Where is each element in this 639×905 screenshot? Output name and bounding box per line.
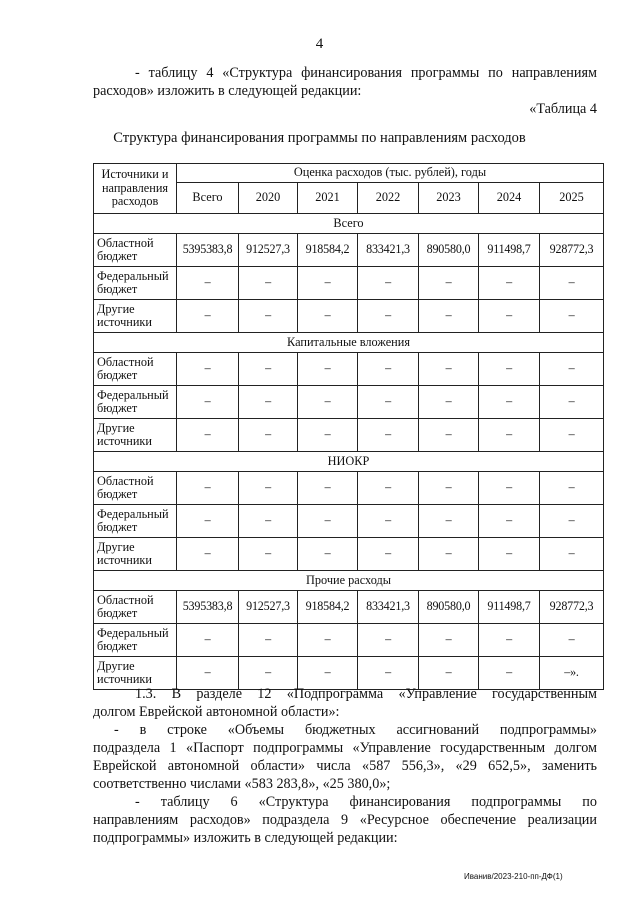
table-cell: – <box>177 538 239 571</box>
table-cell: 918584,2 <box>298 591 358 624</box>
table-cell: – <box>419 267 479 300</box>
row-label: Другие источники <box>94 538 177 571</box>
column-header: 2023 <box>419 183 479 214</box>
row-label: Федеральный бюджет <box>94 505 177 538</box>
table-cell: – <box>419 353 479 386</box>
table-row <box>94 591 604 624</box>
table-cell: – <box>298 419 358 452</box>
table-cell: – <box>479 353 540 386</box>
table-cell: – <box>479 538 540 571</box>
table-cell: – <box>298 300 358 333</box>
table-cell: 890580,0 <box>419 591 479 624</box>
table-cell: –». <box>540 657 604 690</box>
table-cell: – <box>479 657 540 690</box>
body-line-6: соответственно числами «583 283,8», «25 380,0»; <box>93 776 391 792</box>
row-label: Областной бюджет <box>94 353 177 386</box>
table-cell: – <box>177 353 239 386</box>
table-cell: – <box>239 505 298 538</box>
table-row <box>94 505 604 538</box>
body-line-1: 1.3. В разделе 12 «Подпрограмма «Управление государственным <box>135 686 597 702</box>
body-line-4: подраздела 1 «Паспорт подпрограммы «Управление государственным долгом <box>93 740 597 756</box>
section-title: Прочие расходы <box>94 571 604 591</box>
table-cell: – <box>419 300 479 333</box>
table-cell: 912527,3 <box>239 591 298 624</box>
table-cell: – <box>358 386 419 419</box>
table-cell: – <box>298 472 358 505</box>
page-number: 4 <box>315 36 324 52</box>
table-cell: – <box>540 386 604 419</box>
table-cell: – <box>479 300 540 333</box>
section-title: Всего <box>94 214 604 234</box>
table-row <box>94 267 604 300</box>
row-label: Другие источники <box>94 657 177 690</box>
column-header: 2024 <box>479 183 540 214</box>
table-cell: – <box>540 419 604 452</box>
column-header: 2025 <box>540 183 604 214</box>
table-cell: – <box>177 267 239 300</box>
table-cell: – <box>540 353 604 386</box>
table-cell: – <box>419 624 479 657</box>
table-cell: – <box>358 657 419 690</box>
table-cell: – <box>358 419 419 452</box>
row-label: Другие источники <box>94 300 177 333</box>
table-cell: – <box>479 386 540 419</box>
table-cell: – <box>298 657 358 690</box>
table-cell: – <box>239 472 298 505</box>
table-cell: – <box>239 300 298 333</box>
source-header: Источники и направления расходов <box>94 164 177 214</box>
section-title: НИОКР <box>94 452 604 472</box>
table-cell: – <box>298 538 358 571</box>
table-cell: – <box>540 300 604 333</box>
table-cell: – <box>358 267 419 300</box>
table-row <box>94 419 604 452</box>
table-row <box>94 300 604 333</box>
table-cell: – <box>239 538 298 571</box>
table-row <box>94 472 604 505</box>
table-cell: – <box>419 472 479 505</box>
table-cell: 928772,3 <box>540 234 604 267</box>
table-cell: – <box>239 624 298 657</box>
table-cell: 911498,7 <box>479 591 540 624</box>
body-line-7: - таблицу 6 «Структура финансирования подпрограммы по <box>135 794 597 810</box>
table-cell: – <box>419 505 479 538</box>
table-cell: – <box>479 505 540 538</box>
table-cell: 912527,3 <box>239 234 298 267</box>
table-cell: – <box>298 386 358 419</box>
table-cell: – <box>419 386 479 419</box>
table-cell: – <box>540 624 604 657</box>
table-cell: 928772,3 <box>540 591 604 624</box>
table-cell: – <box>177 657 239 690</box>
table-cell: – <box>177 505 239 538</box>
table-cell: – <box>239 419 298 452</box>
table-cell: – <box>298 505 358 538</box>
table-cell: – <box>540 538 604 571</box>
row-label: Другие источники <box>94 419 177 452</box>
table-cell: 890580,0 <box>419 234 479 267</box>
table-cell: – <box>177 300 239 333</box>
table-cell: – <box>479 472 540 505</box>
table-cell: – <box>358 300 419 333</box>
column-header: Всего <box>177 183 239 214</box>
table-cell: 833421,3 <box>358 591 419 624</box>
table-cell: – <box>177 386 239 419</box>
table-cell: – <box>239 657 298 690</box>
body-line-9: подпрограммы» изложить в следующей редакции: <box>93 830 398 846</box>
table-cell: 5395383,8 <box>177 591 239 624</box>
table-cell: 833421,3 <box>358 234 419 267</box>
table-cell: – <box>298 353 358 386</box>
table-row <box>94 386 604 419</box>
table-cell: – <box>540 472 604 505</box>
table-cell: – <box>239 267 298 300</box>
body-line-2: долгом Еврейской автономной области»: <box>93 704 340 720</box>
table-label: «Таблица 4 <box>529 101 597 117</box>
table-row <box>94 353 604 386</box>
table-cell: – <box>419 419 479 452</box>
estimate-header: Оценка расходов (тыс. рублей), годы <box>177 164 604 183</box>
table-cell: – <box>358 624 419 657</box>
column-header: 2020 <box>239 183 298 214</box>
row-label: Областной бюджет <box>94 591 177 624</box>
table-cell: – <box>298 267 358 300</box>
section-title: Капитальные вложения <box>94 333 604 353</box>
table-cell: – <box>239 353 298 386</box>
row-label: Федеральный бюджет <box>94 267 177 300</box>
table-cell: – <box>177 624 239 657</box>
footer-code: Иванив/2023-210-пп-ДФ(1) <box>464 872 563 881</box>
table-row <box>94 234 604 267</box>
table-cell: – <box>479 419 540 452</box>
table-cell: – <box>358 472 419 505</box>
table-cell: – <box>540 505 604 538</box>
table-row <box>94 538 604 571</box>
table-cell: – <box>358 538 419 571</box>
table-cell: 911498,7 <box>479 234 540 267</box>
column-header: 2022 <box>358 183 419 214</box>
financing-table <box>93 163 604 690</box>
column-header: 2021 <box>298 183 358 214</box>
table-cell: – <box>479 267 540 300</box>
row-label: Федеральный бюджет <box>94 386 177 419</box>
row-label: Областной бюджет <box>94 472 177 505</box>
intro-line-2: расходов» изложить в следующей редакции: <box>93 83 362 99</box>
body-line-3: - в строке «Объемы бюджетных ассигнований подпрограммы» <box>114 722 597 738</box>
table-cell: – <box>419 538 479 571</box>
table-cell: – <box>358 505 419 538</box>
table-cell: 918584,2 <box>298 234 358 267</box>
body-line-5: Еврейской автономной области» числа «587 556,3», «29 652,5», заменить <box>93 758 597 774</box>
table-row <box>94 624 604 657</box>
table-cell: – <box>298 624 358 657</box>
row-label: Областной бюджет <box>94 234 177 267</box>
table-cell: – <box>177 419 239 452</box>
table-cell: – <box>540 267 604 300</box>
row-label: Федеральный бюджет <box>94 624 177 657</box>
table-cell: – <box>239 386 298 419</box>
table-cell: – <box>419 657 479 690</box>
body-line-8: направлениям расходов» подраздела 9 «Ресурсное обеспечение реализации <box>93 812 597 828</box>
table-cell: 5395383,8 <box>177 234 239 267</box>
table-caption: Структура финансирования программы по направлениям расходов <box>113 130 526 146</box>
table-cell: – <box>358 353 419 386</box>
table-cell: – <box>177 472 239 505</box>
table-cell: – <box>479 624 540 657</box>
intro-line-1: - таблицу 4 «Структура финансирования программы по направлениям <box>135 65 597 81</box>
